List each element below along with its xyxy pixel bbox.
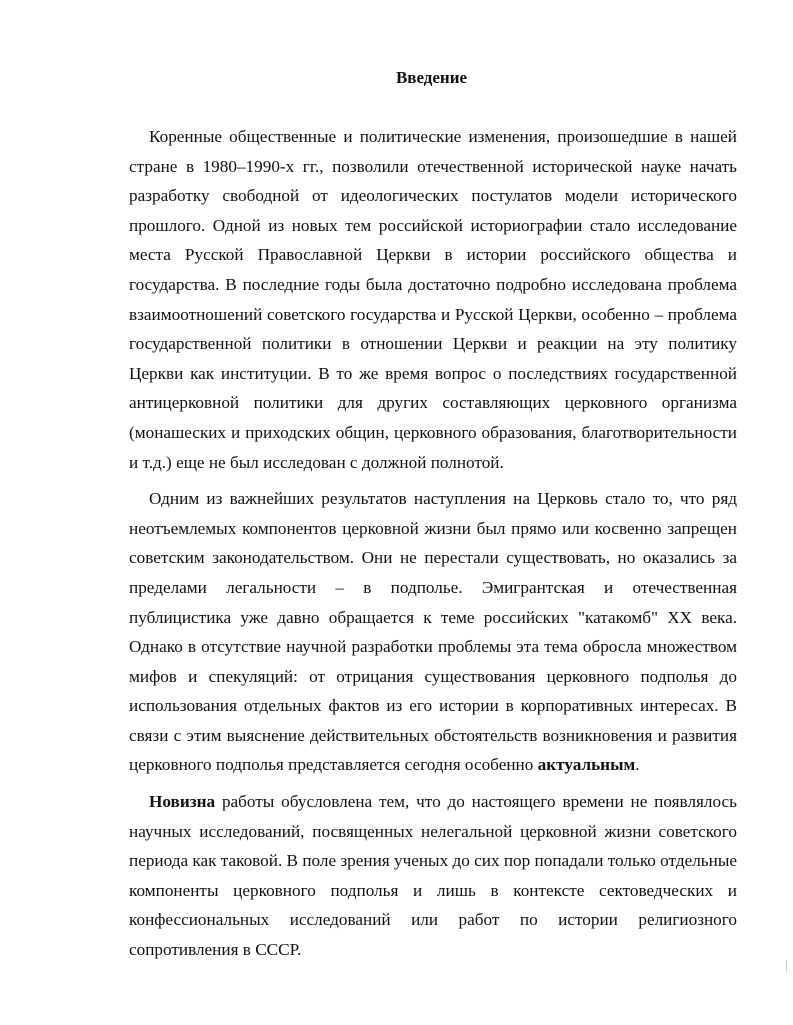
paragraph-novelty [129, 787, 737, 965]
paragraph-intro-text: Коренные общественные и политические изменения, произошедшие в нашей стране в 1980–1990-х гг., позволили отечественной исторической науке начать разработку свободной от идеологических постулатов модели исторического прошлого. Одной из новых тем российской историографии стало исследование места Русской Православной Церкви в истории российского общества и государства. В последние годы была достаточно подробно исследована проблема взаимоотношений советского государства и Русской Церкви, особенно – проблема государственной политики в отношении Церкви и реакции на эту политику Церкви как институции. В то же время вопрос о последствиях государственной антицерковной политики для других составляющих церковного организма (монашеских и приходских общин, церковного образования, благотворительности и т.д.) еще не был исследован с должной полнотой. [129, 127, 737, 472]
paragraph-relevance-text: Одним из важнейших результатов наступления на Церковь стало то, что ряд неотъемлемых компонентов церковной жизни был прямо или косвенно запрещен советским законодательством. Они не перестали существовать, но оказались за пределами легальности – в подполье. Эмигрантская и отечественная публицистика уже давно обращается к теме российских "катакомб" XX века. Однако в отсутствие научной разработки проблемы эта тема обросла множеством мифов и спекуляций: от отрицания существования церковного подполья до использования отдельных фактов из его истории в корпоративных интересах. В связи с этим выяснение действительных обстоятельств возникновения и развития церковного подполья представляется сегодня особенно [129, 489, 737, 775]
scan-edge-mark [786, 960, 787, 972]
relevance-keyword: актуальным [537, 755, 636, 775]
paragraph-novelty-text: работы обусловлена тем, что до настоящего времени не появлялось научных исследований, посвященных нелегальной церковной жизни советского периода как таковой. В поле зрения ученых до сих пор попадали только отдельные компоненты церковного подполья и лишь в контексте сектоведческих и конфессиональных исследований или работ по истории религиозного сопротивления в СССР. [129, 792, 737, 960]
novelty-keyword: Новизна [149, 792, 216, 812]
paragraph-relevance [129, 484, 737, 780]
paragraph-intro [129, 122, 737, 477]
paragraph-relevance-end: . [635, 755, 640, 775]
page-title: Введение [395, 68, 468, 87]
document-body [129, 122, 737, 965]
